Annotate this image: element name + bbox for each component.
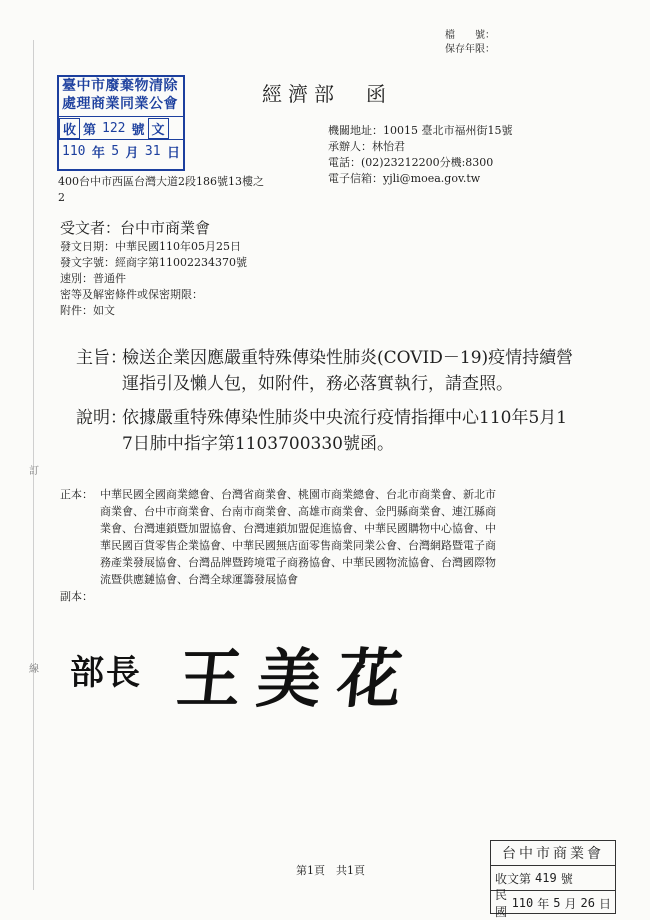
stamp-date-day: 31 xyxy=(144,143,161,159)
margin-mark-xian: 線 xyxy=(29,664,39,675)
stamp-recv-suffix: 號 xyxy=(131,122,145,138)
explanation-line1: 依據嚴重特殊傳染性肺炎中央流行疫情指揮中心110年5月1 xyxy=(122,408,568,428)
secrecy-level: 密等及解密條件或保密期限： xyxy=(60,288,203,301)
distribution-line: 中華民國全國商業總會、台灣省商業會、桃園市商業總會、台北市商業會、新北市 xyxy=(100,488,496,501)
attachment: 附件：如文 xyxy=(60,304,115,317)
stamp-recv-prefix: 第 xyxy=(83,122,97,138)
signature-title: 部長 xyxy=(70,653,142,693)
receipt-stamp-label: 收文第 xyxy=(495,871,532,886)
agency-address: 機關地址：10015 臺北市福州街15號 xyxy=(328,124,513,137)
receipt-stamp-org: 台中市商業會 xyxy=(491,841,615,866)
stamp-date-year: 110 xyxy=(62,143,86,159)
document-title: 經濟部 函 xyxy=(262,82,392,106)
received-stamp xyxy=(57,75,185,171)
receipt-stamp-date-prefix: 民國 xyxy=(495,888,508,919)
receipt-stamp-date-year-label: 年 xyxy=(537,896,550,911)
stamp-doc-label: 文 xyxy=(148,118,169,139)
receipt-stamp-date-year: 110 xyxy=(511,896,534,910)
receipt-stamp-suffix: 號 xyxy=(560,871,573,886)
receipt-stamp-date-day-label: 日 xyxy=(598,896,611,911)
receipt-stamp-date-row xyxy=(491,888,615,919)
stamp-date-year-label: 年 xyxy=(91,145,105,161)
margin-mark-ding: 訂 xyxy=(29,466,39,477)
email-address: 電子信箱：yjli@moea.gov.tw xyxy=(328,172,481,185)
stamp-org-line1: 臺中市廢棄物清除 xyxy=(62,78,178,94)
receipt-stamp-date-month: 5 xyxy=(553,896,561,910)
stamp-recv-label: 收 xyxy=(59,118,80,139)
stamp-recv-number: 122 xyxy=(102,120,126,136)
stamp-date-month: 5 xyxy=(111,143,120,159)
distribution-line: 華民國百貨零售企業協會、中華民國無店面零售商業同業公會、台灣網路暨電子商 xyxy=(100,539,496,552)
receipt-stamp-date-month-label: 月 xyxy=(564,896,577,911)
retention-period-label: 保存年限： xyxy=(445,44,495,55)
stamp-date-month-label: 月 xyxy=(125,145,139,161)
signature-name: 王美花 xyxy=(173,642,422,717)
stamp-org-line2: 處理商業同業公會 xyxy=(62,96,178,112)
phone-number: 電話：(02)23212200分機:8300 xyxy=(328,156,494,169)
explanation-line2: 7日肺中指字第1103700330號函。 xyxy=(122,434,394,454)
speed-class: 速別：普通件 xyxy=(60,272,126,285)
receipt-stamp-date-day: 26 xyxy=(580,896,595,910)
issue-date: 發文日期：中華民國110年05月25日 xyxy=(60,240,241,253)
document-number: 發文字號：經商字第11002234370號 xyxy=(60,256,247,269)
subject-line2: 運指引及懶人包，如附件，務必落實執行，請查照。 xyxy=(122,374,513,394)
recipient-address-line2: 2 xyxy=(58,191,65,204)
receipt-stamp-number-row xyxy=(491,866,615,891)
receipt-stamp-number: 419 xyxy=(535,871,557,885)
distribution-line: 流暨供應鏈協會、台灣全球運籌發展協會 xyxy=(100,573,298,586)
officer-name: 承辦人：林怡君 xyxy=(328,140,405,153)
recipient: 受文者：台中市商業會 xyxy=(60,219,211,237)
receipt-stamp xyxy=(490,840,616,919)
stamp-date-row xyxy=(59,139,183,162)
stamp-receipt-row xyxy=(59,116,183,139)
original-recipients-label: 正本： xyxy=(60,488,93,501)
explanation-label: 說明： xyxy=(76,408,127,428)
distribution-line: 業會、台灣連鎖暨加盟協會、台灣連鎖加盟促進協會、中華民國購物中心協會、中 xyxy=(100,522,496,535)
distribution-line: 務產業發展協會、台灣品牌暨跨境電子商務協會、中華民國物流協會、台灣國際物 xyxy=(100,556,496,569)
file-number-label: 檔 號： xyxy=(445,30,495,41)
subject-label: 主旨： xyxy=(76,348,127,368)
subject-line1: 檢送企業因應嚴重特殊傳染性肺炎(COVID－19)疫情持續營 xyxy=(122,348,574,368)
distribution-line: 商業會、台中市商業會、台南市商業會、高雄市商業會、金門縣商業會、連江縣商 xyxy=(100,505,496,518)
stamp-date-day-label: 日 xyxy=(166,145,180,161)
recipient-address-line1: 400台中市西區台灣大道2段186號13樓之 xyxy=(58,175,264,188)
page-number: 第1頁 共1頁 xyxy=(296,864,365,877)
copy-recipients-label: 副本： xyxy=(60,590,93,603)
